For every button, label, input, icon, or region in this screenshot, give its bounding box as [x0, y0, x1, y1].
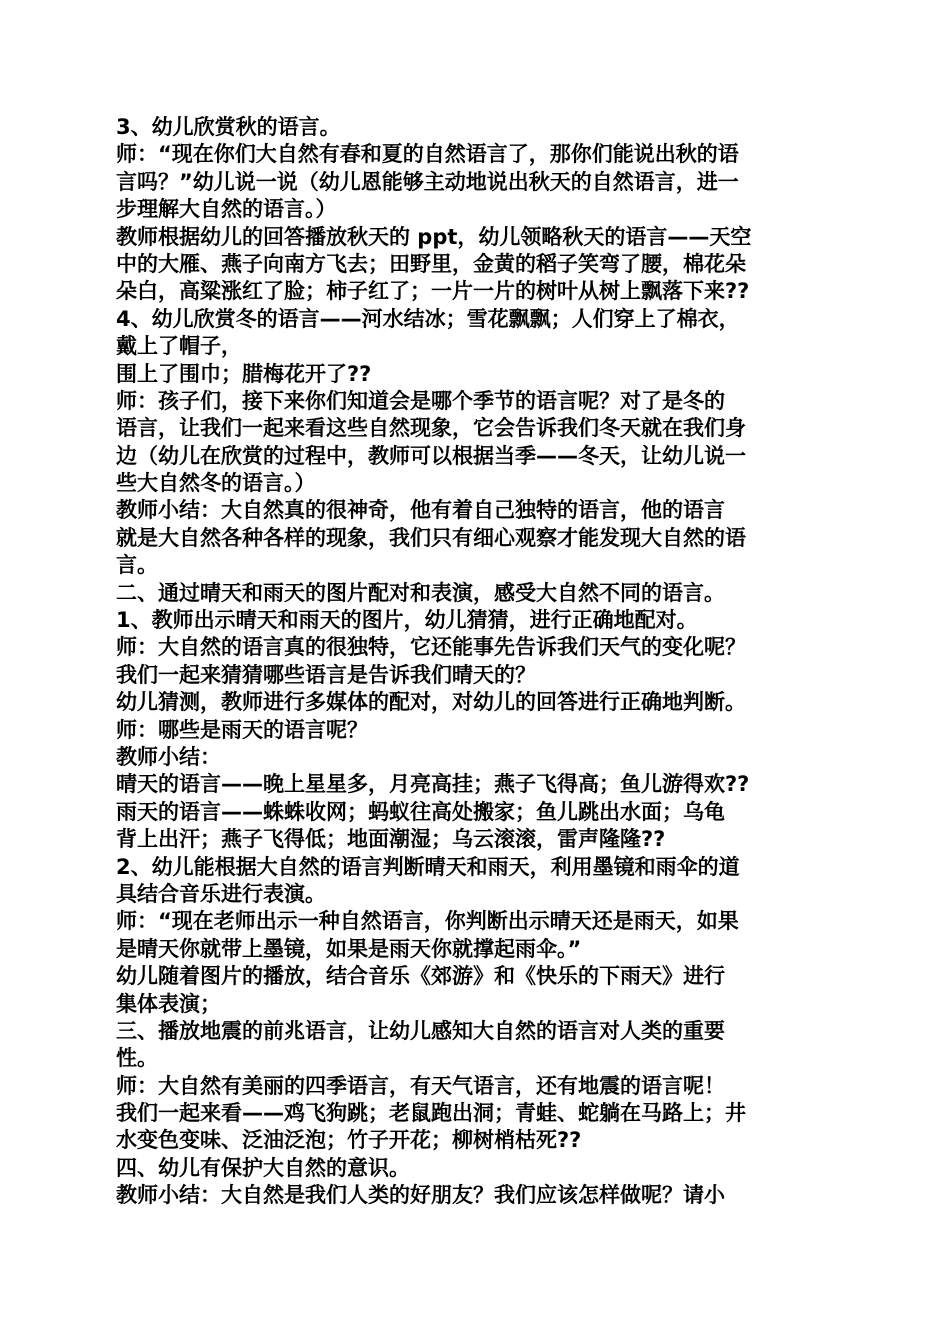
text-line: 4、幼儿欣赏冬的语言——河水结冰；雪花飘飘；人们穿上了棉衣， — [116, 306, 740, 331]
text-line: 三、播放地震的前兆语言，让幼儿感知大自然的语言对人类的重要 — [116, 1018, 725, 1043]
text-line: 幼儿随着图片的播放，结合音乐《郊游》和《快乐的下雨天》进行 — [116, 964, 725, 989]
text-line: 我们一起来看——鸡飞狗跳；老鼠跑出洞；青蛙、蛇躺在马路上；井 — [116, 1101, 746, 1126]
text-line: 师：大自然有美丽的四季语言，有天气语言，还有地震的语言呢！ — [116, 1073, 725, 1098]
text-line: 二、通过晴天和雨天的图片配对和表演，感受大自然不同的语言。 — [116, 580, 725, 605]
text-line: 水变色变味、泛油泛泡；竹子开花；柳树梢枯死?? — [116, 1128, 582, 1153]
text-line: 师：“现在你们大自然有春和夏的自然语言了，那你们能说出秋的语 — [116, 142, 739, 167]
text-line: 2、幼儿能根据大自然的语言判断晴天和雨天，利用墨镜和雨伞的道 — [116, 854, 740, 879]
text-line: 背上出汗；燕子飞得低；地面潮湿；乌云滚滚，雷声隆隆?? — [116, 827, 666, 852]
text-line: 教师小结：大自然是我们人类的好朋友？我们应该怎样做呢？请小 — [116, 1183, 725, 1208]
text-line: 性。 — [116, 1046, 158, 1071]
text-line: 围上了围巾；腊梅花开了?? — [116, 361, 372, 386]
text-line: 戴上了帽子， — [116, 334, 242, 359]
text-line: 言。 — [116, 553, 158, 578]
text-line: 幼儿猜测，教师进行多媒体的配对，对幼儿的回答进行正确地判断。 — [116, 690, 746, 715]
text-line: 师：“现在老师出示一种自然语言，你判断出示晴天还是雨天，如果 — [116, 909, 739, 934]
text-line: 师：孩子们，接下来你们知道会是哪个季节的语言呢？对了是冬的 — [116, 388, 725, 413]
text-line: 语言，让我们一起来看这些自然现象，它会告诉我们冬天就在我们身 — [116, 416, 746, 441]
document-body — [116, 114, 842, 1210]
text-line: 教师根据幼儿的回答播放秋天的 ppt，幼儿领略秋天的语言——天空 — [116, 224, 752, 249]
text-line: 边（幼儿在欣赏的过程中，教师可以根据当季——冬天，让幼儿说一 — [116, 443, 746, 468]
text-line: 晴天的语言——晚上星星多，月亮高挂；燕子飞得高；鱼儿游得欢?? — [116, 772, 750, 797]
text-line: 中的大雁、燕子向南方飞去；田野里，金黄的稻子笑弯了腰，棉花朵 — [116, 251, 746, 276]
text-line: 言吗？”幼儿说一说（幼儿恩能够主动地说出秋天的自然语言，进一 — [116, 169, 739, 194]
text-line: 教师小结：大自然真的很神奇，他有着自己独特的语言，他的语言 — [116, 498, 725, 523]
text-line: 四、幼儿有保护大自然的意识。 — [116, 1155, 410, 1180]
text-line: 雨天的语言——蛛蛛收网；蚂蚁往高处搬家；鱼儿跳出水面；乌龟 — [116, 799, 725, 824]
text-line: 师：大自然的语言真的很独特，它还能事先告诉我们天气的变化呢？ — [116, 635, 746, 660]
text-line: 3、幼儿欣赏秋的语言。 — [116, 115, 341, 139]
text-line: 朵白，高粱涨红了脸；柿子红了；一片一片的树叶从树上飘落下来?? — [116, 279, 750, 304]
text-line: 步理解大自然的语言。） — [116, 197, 337, 222]
text-line: 具结合音乐进行表演。 — [116, 881, 326, 906]
text-line: 是晴天你就带上墨镜，如果是雨天你就撑起雨伞。” — [116, 936, 582, 961]
text-line: 1、教师出示晴天和雨天的图片，幼儿猜猜，进行正确地配对。 — [116, 608, 698, 633]
text-line: 我们一起来猜猜哪些语言是告诉我们晴天的？ — [116, 662, 536, 687]
text-line: 教师小结： — [116, 744, 221, 769]
text-line: 些大自然冬的语言。） — [116, 471, 316, 496]
text-line: 就是大自然各种各样的现象，我们只有细心观察才能发现大自然的语 — [116, 525, 746, 550]
text-line: 师：哪些是雨天的语言呢？ — [116, 717, 368, 742]
text-line: 集体表演； — [116, 991, 221, 1016]
